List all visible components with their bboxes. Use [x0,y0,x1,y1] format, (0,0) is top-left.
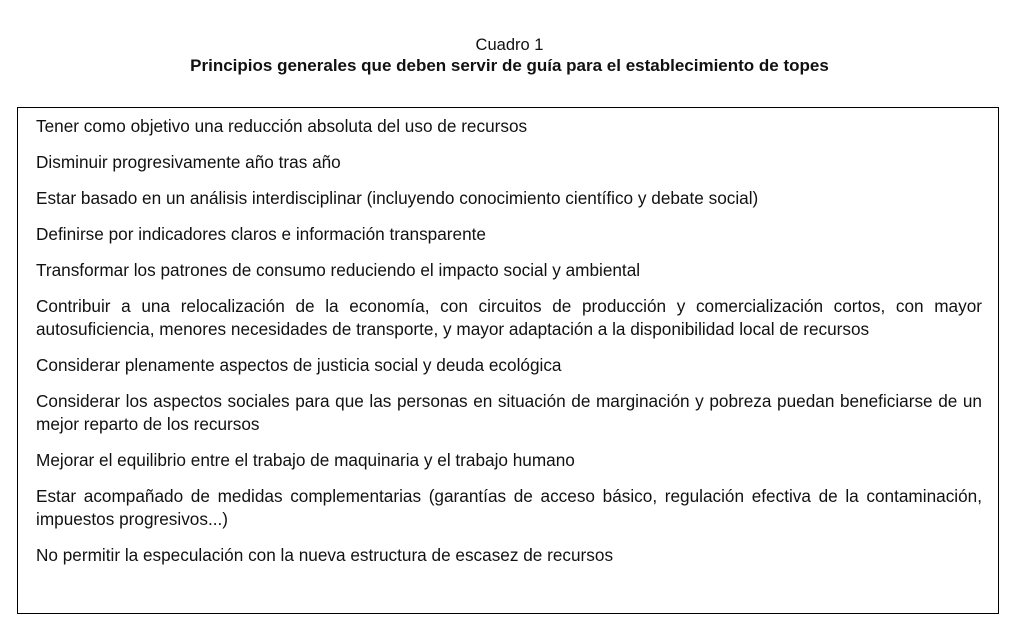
principle-item: Estar basado en un análisis interdisciplinar (incluyendo conocimiento científico y debate social) [36,188,759,208]
principle-item: Disminuir progresivamente año tras año [36,152,341,172]
principle-item: Considerar plenamente aspectos de justicia social y deuda ecológica [36,355,562,375]
principles-list [36,115,982,580]
principle-item: Definirse por indicadores claros e información transparente [36,224,486,244]
principle-item: Estar acompañado de medidas complementarias (garantías de acceso básico, regulación efectiva de la contaminación, impuestos progresivos...) [36,486,982,529]
principle-item: No permitir la especulación con la nueva estructura de escasez de recursos [36,545,614,565]
principle-item: Mejorar el equilibrio entre el trabajo de maquinaria y el trabajo humano [36,450,575,470]
table-caption [0,35,1019,76]
caption-number: Cuadro 1 [475,36,544,54]
principle-item: Contribuir a una relocalización de la economía, con circuitos de producción y comercialización cortos, con mayor autosuficiencia, menores necesidades de transporte, y mayor adaptación a la disponibilidad local de recursos [36,296,982,339]
principle-item: Tener como objetivo una reducción absoluta del uso de recursos [36,116,528,136]
principle-item: Considerar los aspectos sociales para que las personas en situación de marginación y pobreza puedan beneficiarse de un mejor reparto de los recursos [36,391,982,434]
caption-title: Principios generales que deben servir de guía para el establecimiento de topes [190,56,829,75]
principles-box [17,107,999,614]
principle-item: Transformar los patrones de consumo reduciendo el impacto social y ambiental [36,260,641,280]
